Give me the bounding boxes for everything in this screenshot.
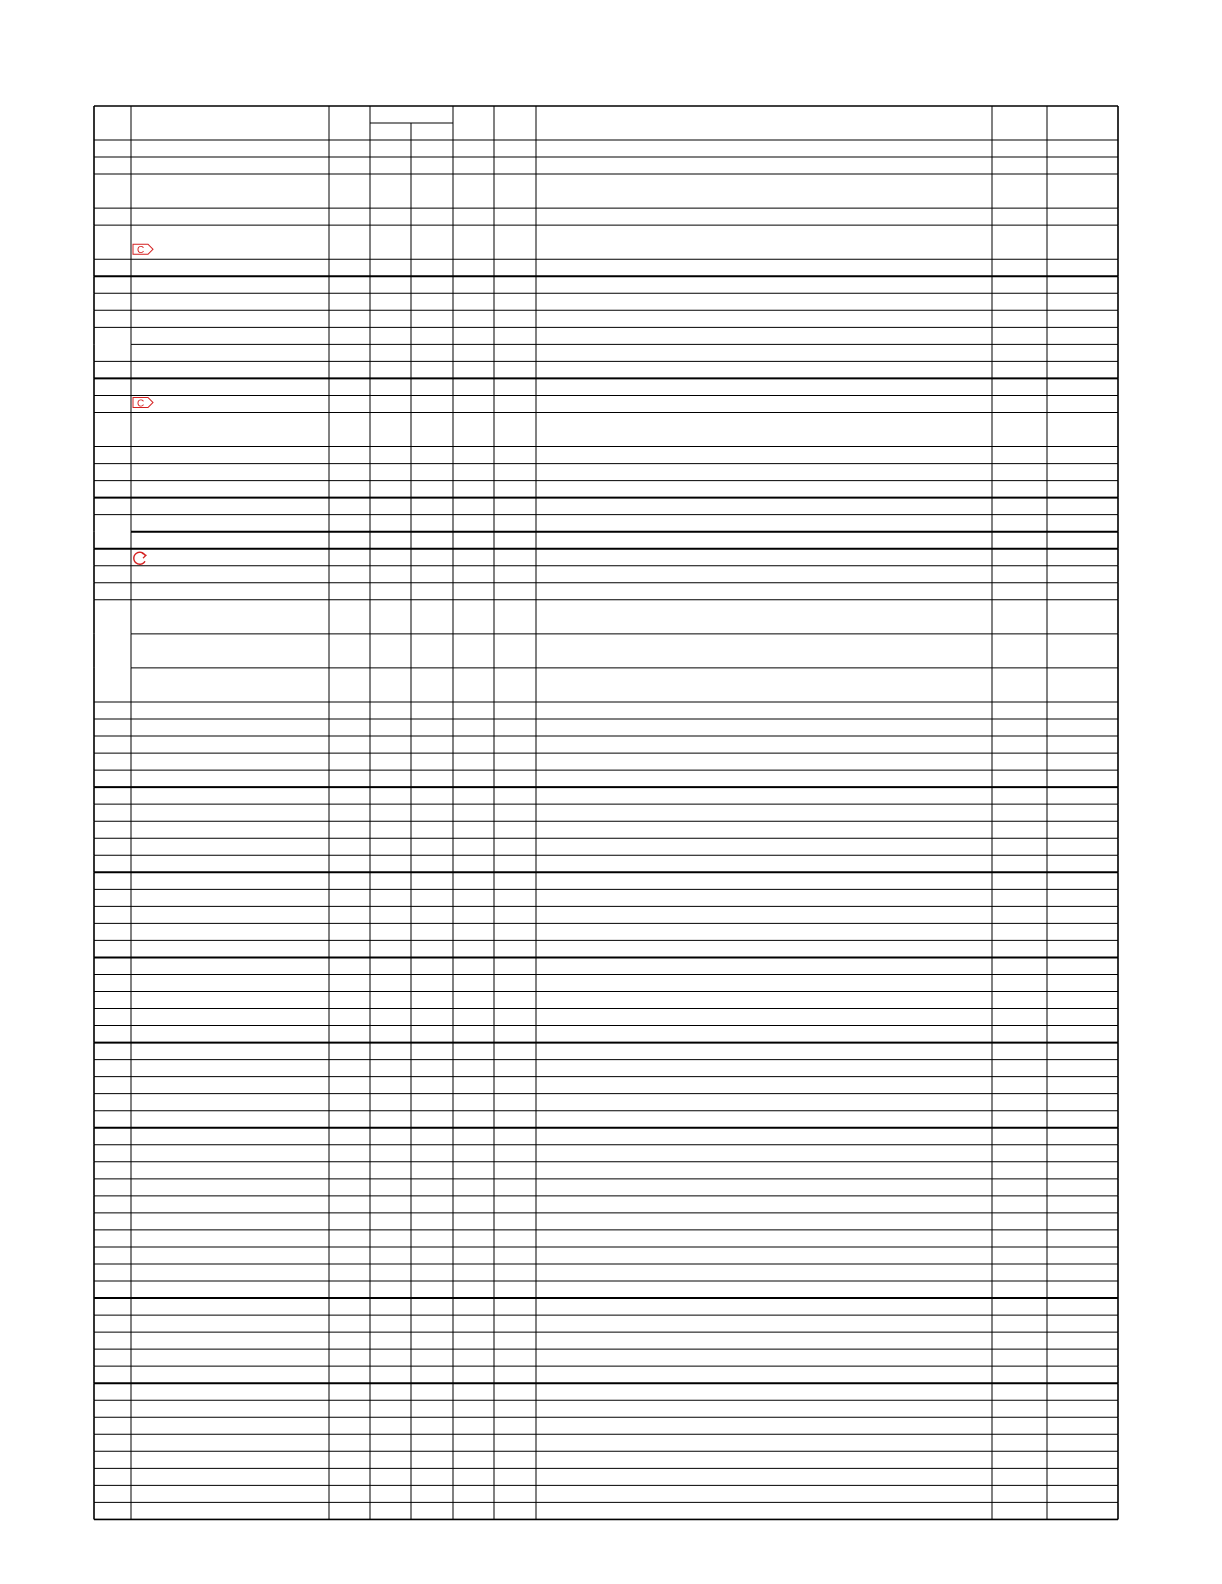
c-tag-icon: [133, 244, 153, 256]
c-tag-label: C: [137, 245, 145, 257]
refresh-icon: [134, 552, 146, 564]
c-tag-label: C: [137, 398, 145, 410]
c-tag-icon: [133, 397, 153, 409]
